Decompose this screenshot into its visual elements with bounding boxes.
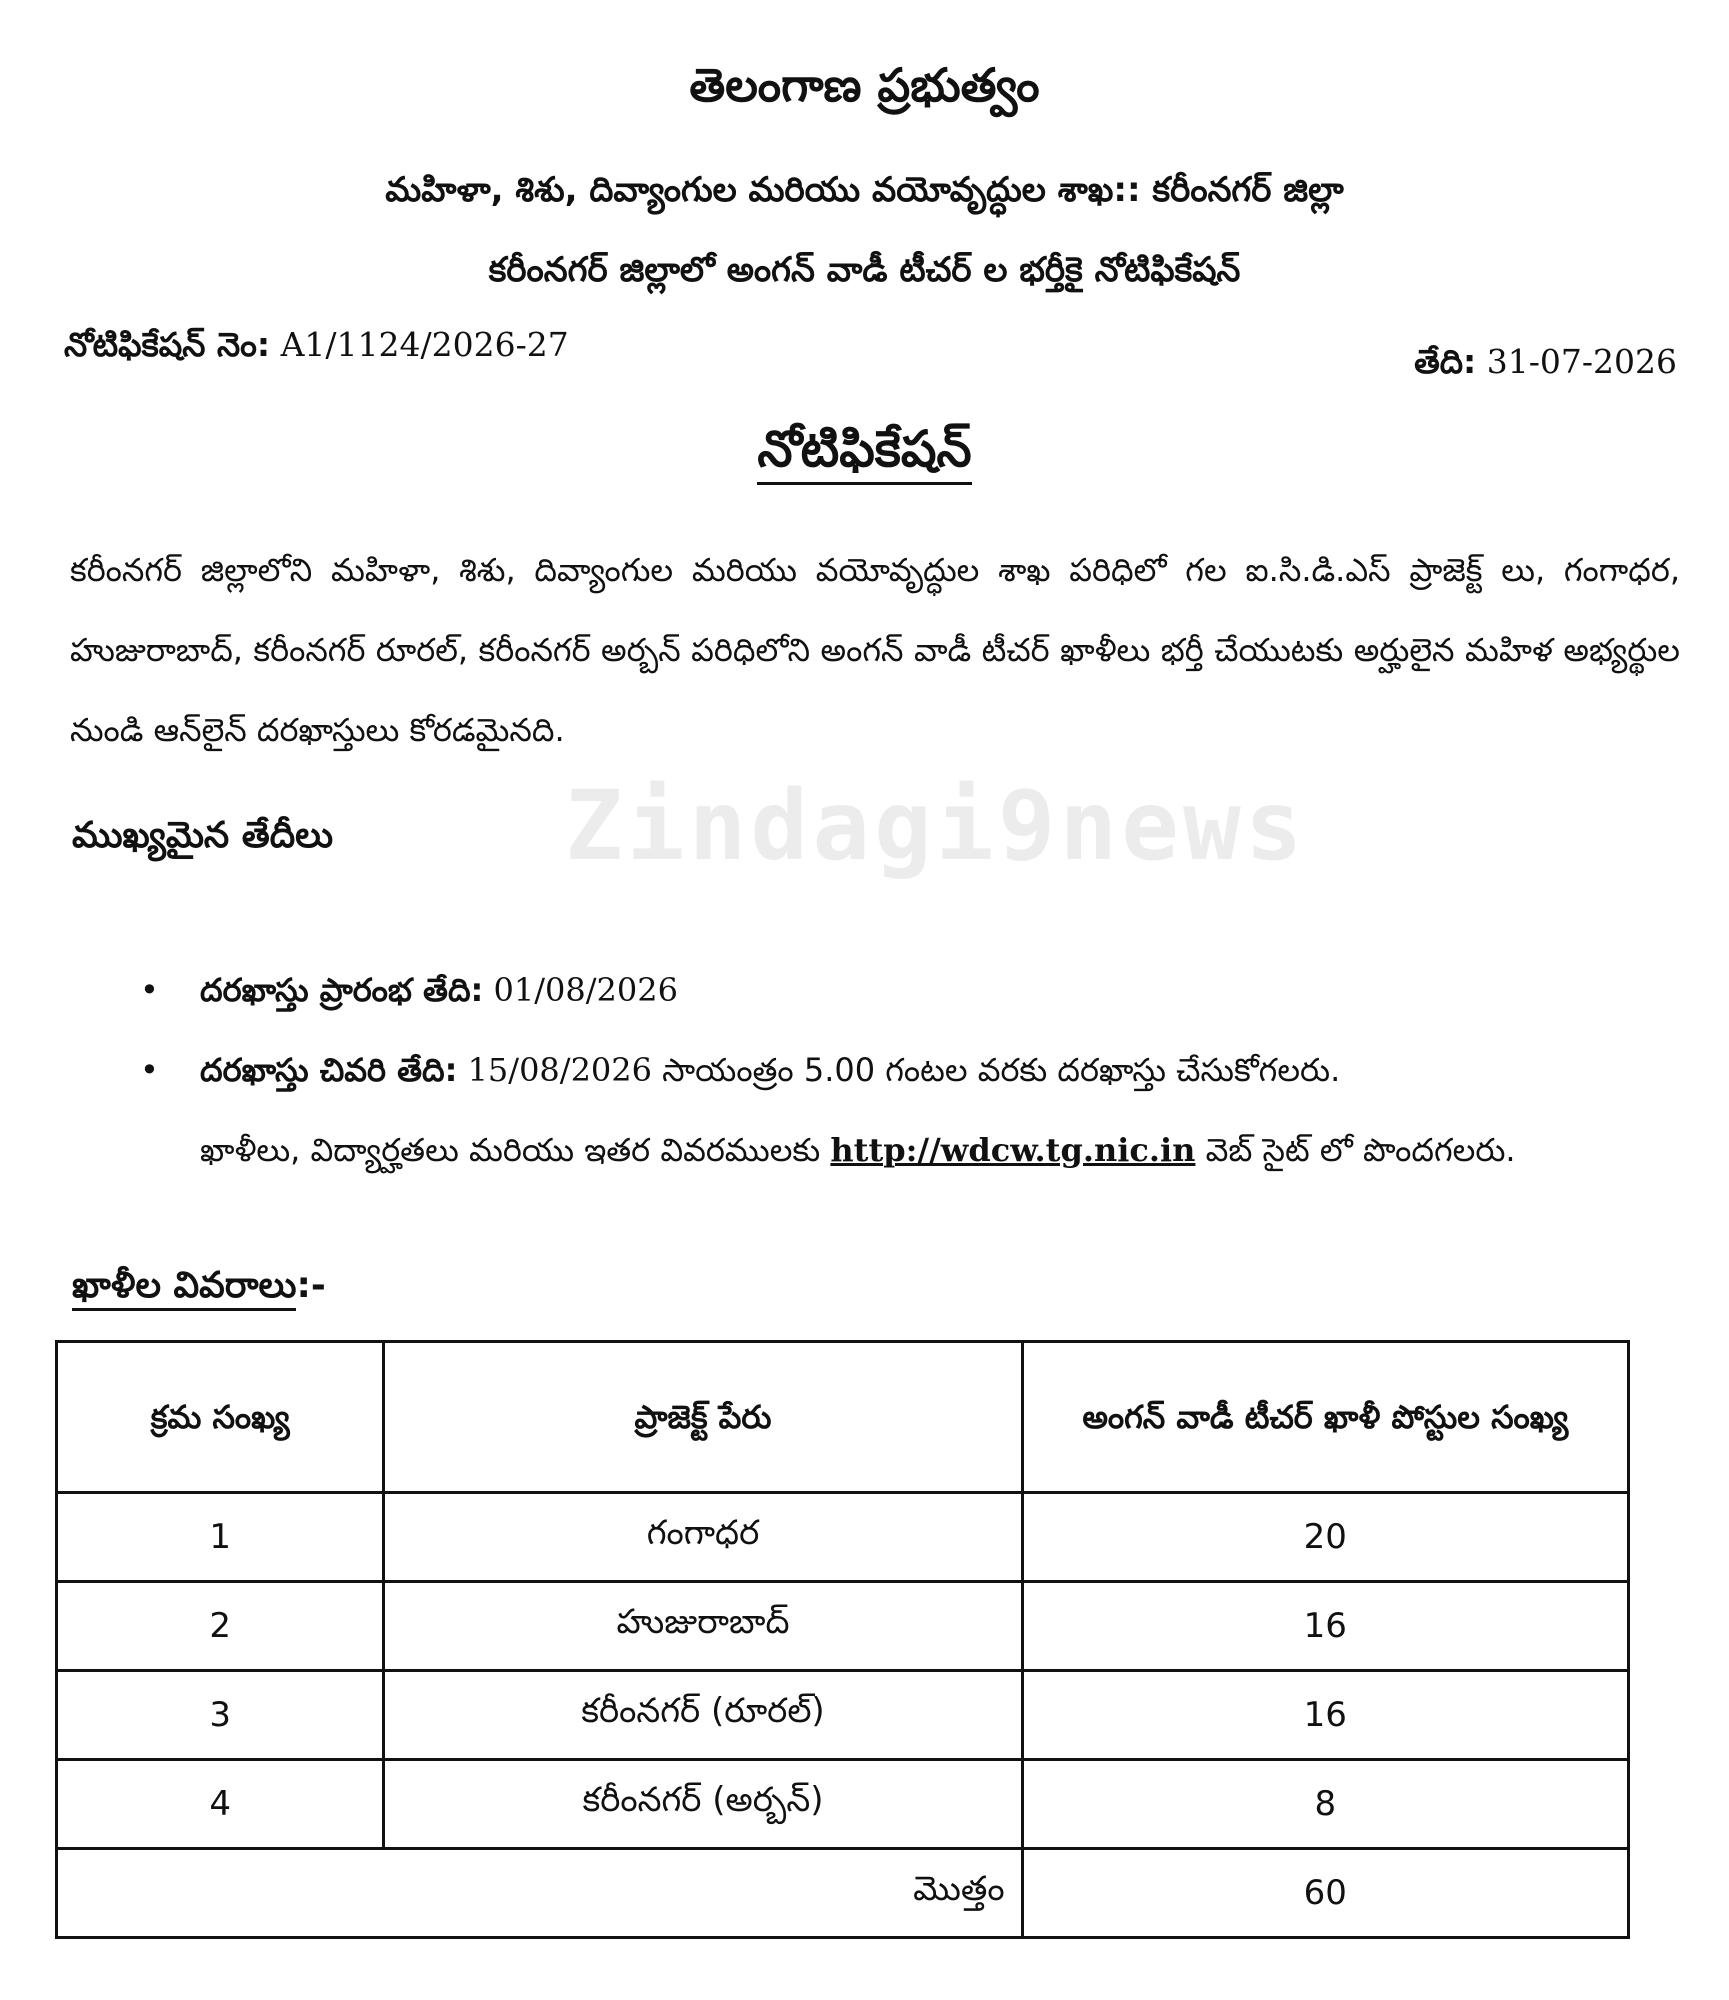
cell-count: 16 bbox=[1022, 1582, 1628, 1671]
list-item bbox=[140, 950, 1660, 1030]
table-row bbox=[57, 1671, 1629, 1760]
cell-serial: 3 bbox=[57, 1671, 384, 1760]
important-dates-heading: ముఖ్యమైన తేదీలు bbox=[72, 815, 334, 856]
cell-project: గంగాధర bbox=[384, 1493, 1022, 1582]
info-prefix: ఖాళీలు, విద్యార్హతలు మరియు ఇతర వివరములకు bbox=[200, 1131, 821, 1169]
body-paragraph: కరీంనగర్ జిల్లాలోని మహిళా, శిశు, దివ్యాంగుల మరియు వయోవృద్ధుల శాఖ పరిధిలో గల ఐ.సి.డి.ఎస్ ప్రాజెక్ట్ లు, గంగాధర, హుజురాబాద్, కరీంనగర్ రూరల్, కరీంనగర్ అర్బన్ పరిధిలోని అంగన్ వాడీ టీచర్ ఖాళీలు భర్తీ చేయుటకు అర్హులైన మహిళ అభ్యర్థుల నుండి ఆన్‌లైన్ దరఖాస్తులు కోరడమైనది. bbox=[70, 551, 1680, 749]
table-row bbox=[57, 1582, 1629, 1671]
notification-heading-text: నోటిఫికేషన్ bbox=[757, 420, 971, 485]
total-label: మొత్తం bbox=[57, 1849, 1023, 1938]
government-title: తెలంగాణ ప్రభుత్వం bbox=[689, 58, 1040, 112]
cell-count: 8 bbox=[1022, 1760, 1628, 1849]
table-header-row bbox=[57, 1342, 1629, 1493]
list-item bbox=[140, 1030, 1660, 1190]
cell-serial: 4 bbox=[57, 1760, 384, 1849]
end-date-note: సాయంత్రం 5.00 గంటల వరకు దరఖాస్తు చేసుకోగలరు. bbox=[662, 1051, 1341, 1089]
cell-serial: 1 bbox=[57, 1493, 384, 1582]
notification-number-label: నోటిఫికేషన్ నెం: bbox=[64, 325, 271, 364]
vacancy-heading-text: ఖాళీల వివరాలు bbox=[72, 1265, 296, 1311]
table-row bbox=[57, 1493, 1629, 1582]
notification-number bbox=[64, 325, 569, 372]
vacancy-table bbox=[55, 1340, 1630, 1939]
watermark: Zindagi9news bbox=[565, 770, 1307, 882]
start-date-label: దరఖాస్తు ప్రారంభ తేది: bbox=[200, 971, 484, 1009]
info-suffix: వెబ్ సైట్ లో పొందగలరు. bbox=[1205, 1131, 1516, 1169]
cell-count: 20 bbox=[1022, 1493, 1628, 1582]
notification-date bbox=[1414, 342, 1677, 389]
table-total-row bbox=[57, 1849, 1629, 1938]
notification-subject: కరీంనగర్ జిల్లాలో అంగన్ వాడీ టీచర్ ల భర్తీకై నోటిఫికేషన్ bbox=[488, 250, 1241, 290]
cell-count: 16 bbox=[1022, 1671, 1628, 1760]
website-link[interactable]: http://wdcw.tg.nic.in bbox=[830, 1131, 1196, 1169]
table-row bbox=[57, 1760, 1629, 1849]
department-title: మహిళా, శిశు, దివ్యాంగుల మరియు వయోవృద్ధుల శాఖ:: కరీంనగర్ జిల్లా bbox=[385, 170, 1344, 210]
notification-number-value: A1/1124/2026-27 bbox=[280, 325, 569, 364]
vacancy-heading bbox=[72, 1265, 326, 1315]
notification-heading bbox=[0, 420, 1729, 491]
column-header-serial: క్రమ సంఖ్య bbox=[57, 1342, 384, 1493]
column-header-project: ప్రాజెక్ట్ పేరు bbox=[384, 1342, 1022, 1493]
notification-date-value: 31-07-2026 bbox=[1486, 342, 1677, 381]
start-date-value: 01/08/2026 bbox=[493, 971, 678, 1009]
important-dates-list bbox=[140, 950, 1660, 1190]
cell-project: కరీంనగర్ (అర్బన్) bbox=[384, 1760, 1022, 1849]
end-date-value: 15/08/2026 bbox=[467, 1051, 652, 1089]
end-date-label: దరఖాస్తు చివరి తేది: bbox=[200, 1051, 458, 1089]
notification-date-label: తేది: bbox=[1414, 342, 1477, 381]
cell-serial: 2 bbox=[57, 1582, 384, 1671]
total-value: 60 bbox=[1022, 1849, 1628, 1938]
vacancy-heading-suffix: :- bbox=[296, 1265, 326, 1306]
cell-project: హుజురాబాద్ bbox=[384, 1582, 1022, 1671]
cell-project: కరీంనగర్ (రూరల్) bbox=[384, 1671, 1022, 1760]
column-header-count: అంగన్ వాడీ టీచర్ ఖాళీ పోస్టుల సంఖ్య bbox=[1022, 1342, 1628, 1493]
